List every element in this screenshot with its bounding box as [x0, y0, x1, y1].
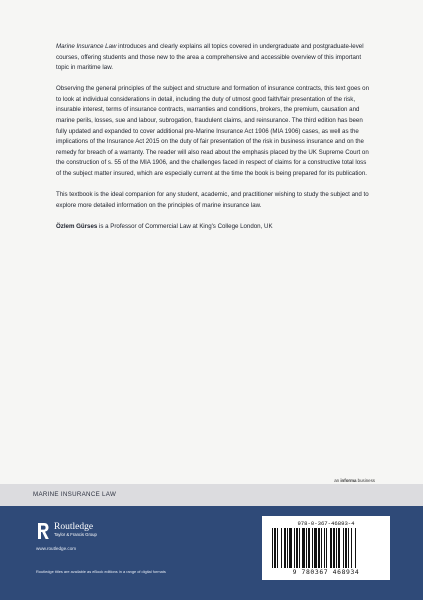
barcode-bar	[333, 528, 335, 568]
barcode-bar	[336, 528, 337, 568]
barcode-bar	[294, 528, 295, 568]
barcode-icon	[270, 528, 382, 568]
barcode-bar	[289, 528, 292, 568]
barcode-bar	[306, 528, 307, 568]
barcode-bar	[348, 528, 349, 568]
barcode-panel	[262, 516, 390, 580]
ebook-footnote: Routledge titles are available as eBook editions in a range of digital formats	[36, 569, 166, 574]
barcode-bar	[272, 528, 273, 568]
intro-text: introduces and clearly explains all topics covered in undergraduate and postgraduate-level courses, offering students and those new to the area a comprehensive and accessible overview of this important topic in maritime law.	[56, 43, 364, 72]
publisher-website[interactable]: www.routledge.com	[36, 546, 77, 551]
routledge-logo-icon	[36, 522, 50, 540]
barcode-bar	[281, 528, 282, 568]
blurb	[56, 42, 372, 243]
isbn-number: 978-0-367-46893-4	[297, 520, 355, 527]
book-title-italic: Marine Insurance Law	[56, 43, 117, 50]
barcode-bar	[351, 528, 352, 568]
barcode-digits: 9 780367 468934	[292, 568, 360, 576]
barcode-bar	[326, 528, 327, 568]
author-affiliation: is a Professor of Commercial Law at King's College London, UK	[97, 222, 273, 230]
barcode-bar	[296, 528, 298, 568]
author-bio	[56, 222, 372, 233]
barcode-bar	[312, 528, 313, 568]
publisher-name-block	[54, 522, 97, 538]
barcode-bar	[355, 528, 356, 568]
barcode-bar	[318, 528, 320, 568]
barcode-bar	[274, 528, 276, 568]
barcode-bar	[338, 528, 340, 568]
publisher-group: Taylor & Francis Group	[54, 532, 97, 537]
barcode-bar	[284, 528, 286, 568]
publisher-name: Routledge	[54, 522, 94, 532]
barcode-bar	[324, 528, 325, 568]
blurb-paragraph-audience: This textbook is the ideal companion for any student, academic, and practitioner wishing to study the subject and to explore more detailed information on the principles of marine insurance law.	[56, 191, 369, 209]
barcode-bar	[343, 528, 344, 568]
blurb-paragraph-details: Observing the general principles of the subject and structure and formation of insurance contracts, this text goes on to look at individual considerations in detail, including the duty of utmost good faith/fair presentation of the risk, insurable interest, terms of insurance contracts, warranties and conditions, brokers, the premium, causation and marine perils, losses, sue and labour, subrogation, fraudulent claims, and reinsurance. The third edition has been fully updated and expanded to cover additional pre-Marine Insurance Act 1906 (MIA 1906) cases, as well as the implications of the Insurance Act 2015 on the duty of fair presentation of the risk in business insurance and on the remedy for breach of a warranty. The reader will also read about the emphasis placed by the UK Supreme Court on the construction of s. 55 of the MIA 1906, and the challenges faced in respect of claims for a constructive total loss of the subject matter insured, which are especially current at the time the book is being prepared for its publication.	[56, 85, 370, 178]
barcode-bar	[308, 528, 310, 568]
barcode-bar	[314, 528, 317, 568]
barcode-bar	[330, 528, 332, 568]
informa-business-line: an informa business	[334, 478, 375, 483]
barcode-bar	[321, 528, 322, 568]
barcode-bar	[299, 528, 300, 568]
barcode-bar	[277, 528, 278, 568]
barcode-bar	[345, 528, 347, 568]
barcode-bar	[287, 528, 288, 568]
blurb-paragraph-intro	[56, 42, 372, 74]
author-name: Özlem Gürses	[56, 222, 98, 230]
series-title: MARINE INSURANCE LAW	[33, 491, 117, 498]
informa-brand: informa	[340, 478, 357, 483]
barcode-bar	[302, 528, 305, 568]
